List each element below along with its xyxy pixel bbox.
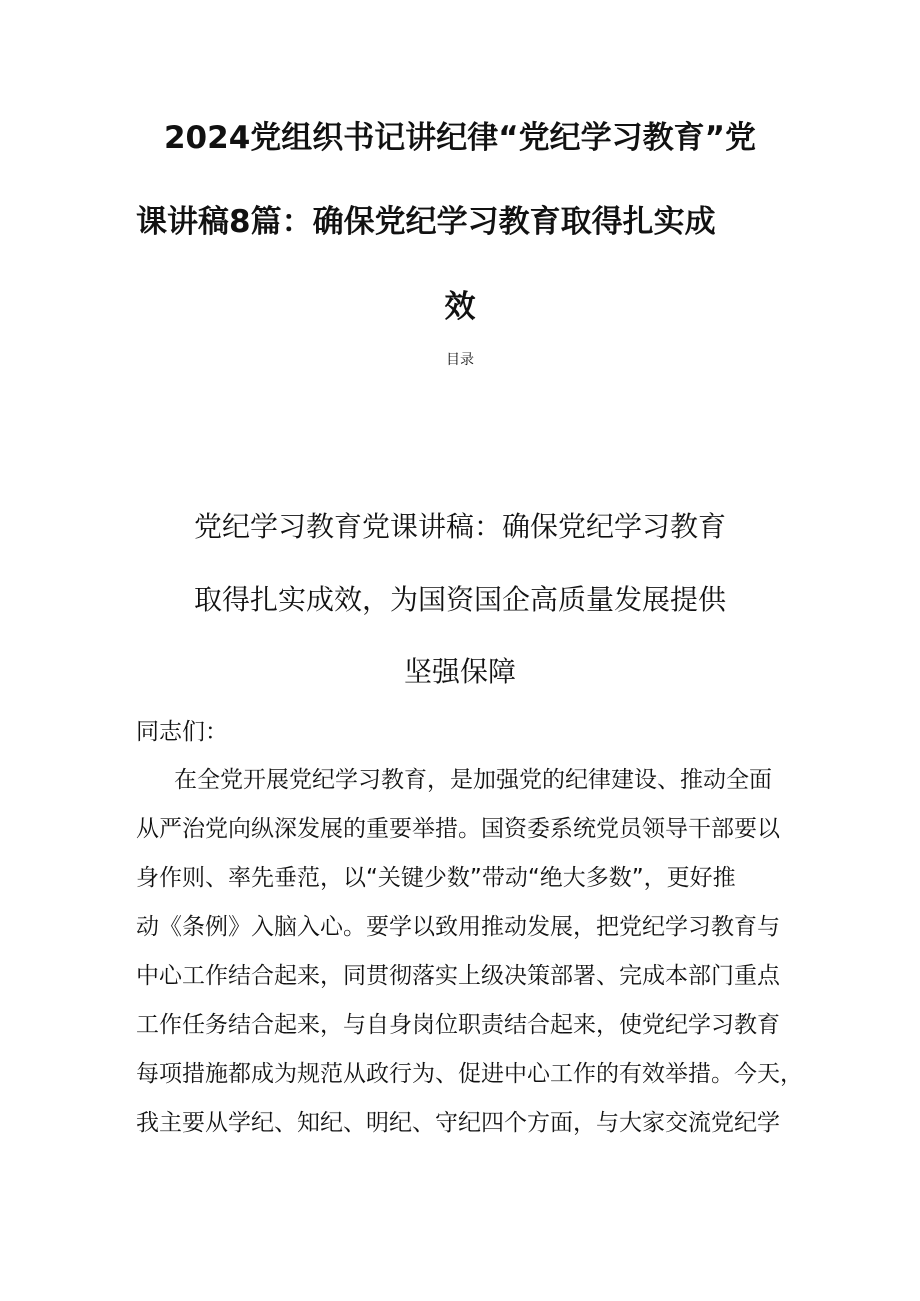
body-line: 工作任务结合起来，与自身岗位职责结合起来，使党纪学习教育 [136,1012,780,1038]
body-line: 我主要从学纪、知纪、明纪、守纪四个方面，与大家交流党纪学 [136,1110,780,1136]
body-line: 每项措施都成为规范从政行为、促进中心工作的有效举措。今天， [136,1061,803,1087]
toc-label: 目录 [446,352,474,368]
section-title-line-3: 坚强保障 [403,655,516,688]
document-title-line-2: 课讲稿8篇：确保党纪学习教育取得扎实成 [136,204,716,240]
body-line: 动《条例》入脑入心。要学以致用推动发展，把党纪学习教育与 [136,914,780,940]
body-line: 身作则、率先垂范，以“关键少数”带动“绝大多数”，更好推 [136,865,736,891]
document-title-line-3: 效 [444,289,476,325]
document-title-line-1: 2024党组织书记讲纪律“党纪学习教育”党 [163,120,757,156]
salutation: 同志们： [136,719,228,745]
body-line: 中心工作结合起来，同贯彻落实上级决策部署、完成本部门重点 [136,963,780,989]
section-title-line-1: 党纪学习教育党课讲稿：确保党纪学习教育 [193,510,726,543]
body-line: 在全党开展党纪学习教育，是加强党的纪律建设、推动全面 [174,767,772,793]
body-line: 从严治党向纵深发展的重要举措。国资委系统党员领导干部要以 [136,816,780,842]
section-title-line-2: 取得扎实成效，为国资国企高质量发展提供 [193,583,726,616]
